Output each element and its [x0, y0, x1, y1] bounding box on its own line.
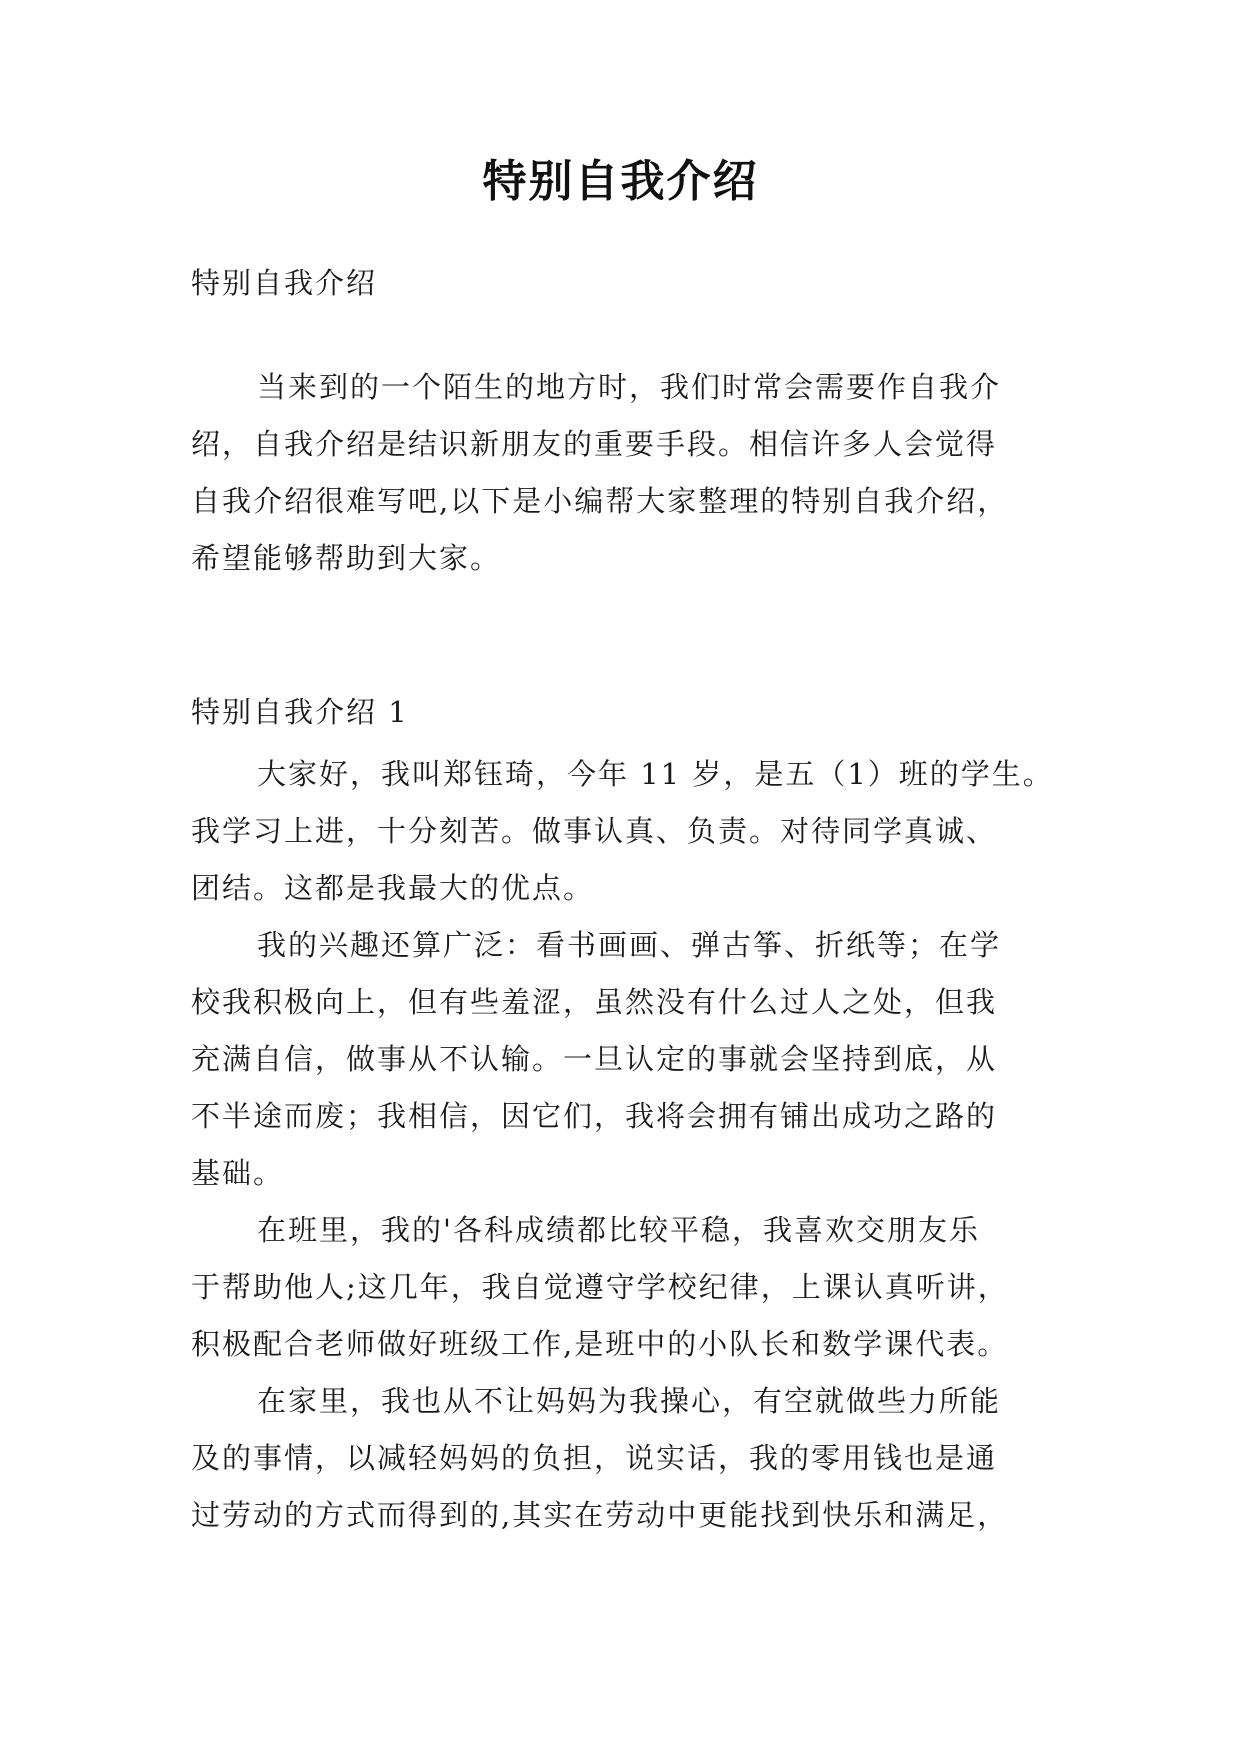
- section1-paragraph-1: [191, 746, 1059, 917]
- document-subtitle: 特别自我介绍: [191, 266, 378, 300]
- paragraph-line: 团结。这都是我最大的优点。: [191, 871, 595, 905]
- paragraph-line: 大家好，我叫郑钰琦，今年 11 岁，是五（1）班的学生。: [257, 757, 1054, 791]
- paragraph-line: 在班里，我的'各科成绩都比较平稳，我喜欢交朋友乐: [257, 1213, 980, 1247]
- section1-paragraph-2: [191, 917, 1059, 1202]
- paragraph-line: 基础。: [191, 1156, 285, 1190]
- section1-paragraph-4: [191, 1373, 1059, 1544]
- paragraph-line: 积极配合老师做好班级工作,是班中的小队长和数学课代表。: [191, 1327, 1009, 1361]
- section1-paragraph-3: [191, 1202, 1059, 1373]
- intro-line: 绍，自我介绍是结识新朋友的重要手段。相信许多人会觉得: [191, 427, 998, 461]
- paragraph-line: 于帮助他人;这几年，我自觉遵守学校纪律，上课认真听讲，: [191, 1270, 1009, 1304]
- paragraph-line: 校我积极向上，但有些羞涩，虽然没有什么过人之处，但我: [191, 985, 998, 1019]
- paragraph-line: 及的事情，以减轻妈妈的负担，说实话，我的零用钱也是通: [191, 1441, 998, 1475]
- paragraph-line: 充满自信，做事从不认输。一旦认定的事就会坚持到底，从: [191, 1042, 998, 1076]
- intro-line: 希望能够帮助到大家。: [191, 541, 502, 575]
- paragraph-line: 我的兴趣还算广泛：看书画画、弹古筝、折纸等；在学: [257, 928, 1002, 962]
- intro-line: 当来到的一个陌生的地方时，我们时常会需要作自我介: [257, 370, 1002, 404]
- intro-line: 自我介绍很难写吧,以下是小编帮大家整理的特别自我介绍，: [191, 484, 1009, 518]
- paragraph-line: 过劳动的方式而得到的,其实在劳动中更能找到快乐和满足，: [191, 1498, 1009, 1532]
- document-title: 特别自我介绍: [482, 156, 759, 207]
- paragraph-line: 我学习上进，十分刻苦。做事认真、负责。对待同学真诚、: [191, 814, 998, 848]
- paragraph-line: 在家里，我也从不让妈妈为我操心，有空就做些力所能: [257, 1384, 1002, 1418]
- paragraph-line: 不半途而废；我相信，因它们，我将会拥有铺出成功之路的: [191, 1099, 998, 1133]
- section-heading: 特别自我介绍 1: [191, 695, 409, 729]
- intro-paragraph: [191, 359, 1059, 587]
